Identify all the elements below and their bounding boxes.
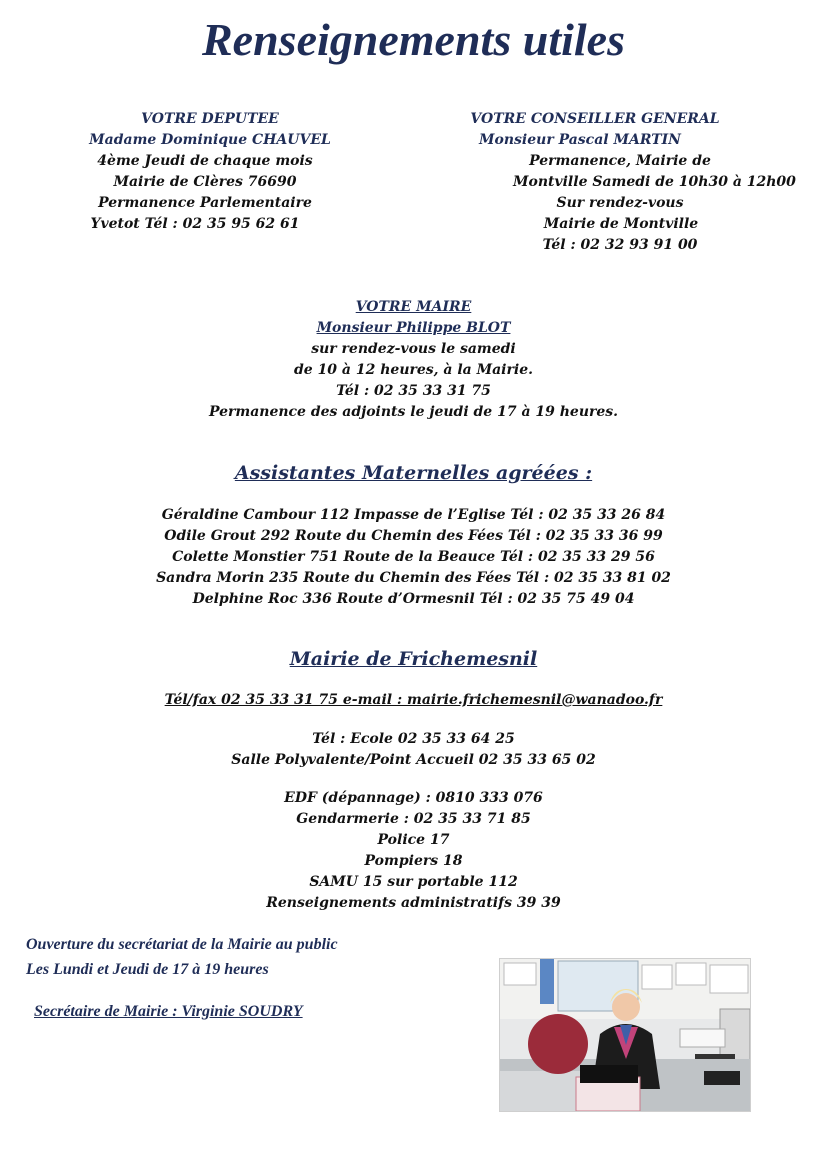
assistantes-list <box>0 505 827 610</box>
deputee-line: 4ème Jeudi de chaque mois <box>97 153 313 169</box>
list-item: Delphine Roc 336 Route d’Ormesnil Tél : 02 35 75 49 04 <box>192 591 635 607</box>
conseiller-heading: VOTRE CONSEILLER GENERAL <box>470 111 720 127</box>
maire-line: Tél : 02 35 33 31 75 <box>336 383 491 399</box>
list-item: Odile Grout 292 Route du Chemin des Fées Tél : 02 35 33 36 99 <box>164 528 663 544</box>
conseiller-line: Mairie de Montville <box>543 216 699 232</box>
secretaire-name: Secrétaire de Mairie : Virginie SOUDRY <box>34 1003 303 1020</box>
conseiller-line: Sur rendez-vous <box>556 195 684 211</box>
list-item: Renseignements administratifs 39 39 <box>266 895 561 911</box>
list-item: Géraldine Cambour 112 Impasse de l’Eglise Tél : 02 35 33 26 84 <box>161 507 666 523</box>
assistantes-heading: Assistantes Maternelles agréées : <box>234 462 593 484</box>
conseiller-line: Montville Samedi de 10h30 à 12h00 <box>513 174 796 190</box>
list-item: Gendarmerie : 02 35 33 71 85 <box>296 811 531 827</box>
secretariat-line: Ouverture du secrétariat de la Mairie au public <box>26 936 338 953</box>
deputee-line: Yvetot Tél : 02 35 95 62 61 <box>90 216 300 232</box>
maire-heading: VOTRE MAIRE <box>355 299 472 315</box>
mairie-heading: Mairie de Frichemesnil <box>289 648 538 670</box>
deputee-name: Madame Dominique CHAUVEL <box>89 132 331 148</box>
maire-line: sur rendez-vous le samedi <box>311 341 516 357</box>
deputee-line: Permanence Parlementaire <box>98 195 312 211</box>
maire-name: Monsieur Philippe BLOT <box>316 320 511 336</box>
mairie-phones-1 <box>0 729 827 771</box>
mairie-phones-2 <box>0 788 827 914</box>
mairie-contact <box>0 690 827 711</box>
deputee-block <box>60 109 360 235</box>
list-item: Colette Monstier 751 Route de la Beauce Tél : 02 35 33 29 56 <box>172 549 655 565</box>
list-item: Sandra Morin 235 Route du Chemin des Fées Tél : 02 35 33 81 02 <box>156 570 671 586</box>
list-item: SAMU 15 sur portable 112 <box>309 874 518 890</box>
conseiller-line: Permanence, Mairie de <box>529 153 711 169</box>
conseiller-name: Monsieur Pascal MARTIN <box>479 132 681 148</box>
list-item: Tél : Ecole 02 35 33 64 25 <box>312 731 515 747</box>
page-title: Renseignements utiles <box>202 14 625 65</box>
deputee-line: Mairie de Clères 76690 <box>113 174 297 190</box>
deputee-heading: VOTRE DEPUTEE <box>141 111 279 127</box>
secretary-photo <box>499 958 751 1112</box>
conseiller-line: Tél : 02 32 93 91 00 <box>542 237 698 253</box>
conseiller-block <box>455 109 796 256</box>
list-item: Salle Polyvalente/Point Accueil 02 35 33 65 02 <box>231 752 596 768</box>
secretariat-hours: Les Lundi et Jeudi de 17 à 19 heures <box>26 961 269 978</box>
maire-line: Permanence des adjoints le jeudi de 17 à 19 heures. <box>208 404 619 420</box>
maire-block <box>0 297 827 423</box>
list-item: EDF (dépannage) : 0810 333 076 <box>284 790 543 806</box>
mairie-contact-line: Tél/fax 02 35 33 31 75 e-mail : mairie.frichemesnil@wanadoo.fr <box>164 692 663 708</box>
list-item: Police 17 <box>377 832 450 848</box>
list-item: Pompiers 18 <box>364 853 463 869</box>
maire-line: de 10 à 12 heures, à la Mairie. <box>294 362 533 378</box>
